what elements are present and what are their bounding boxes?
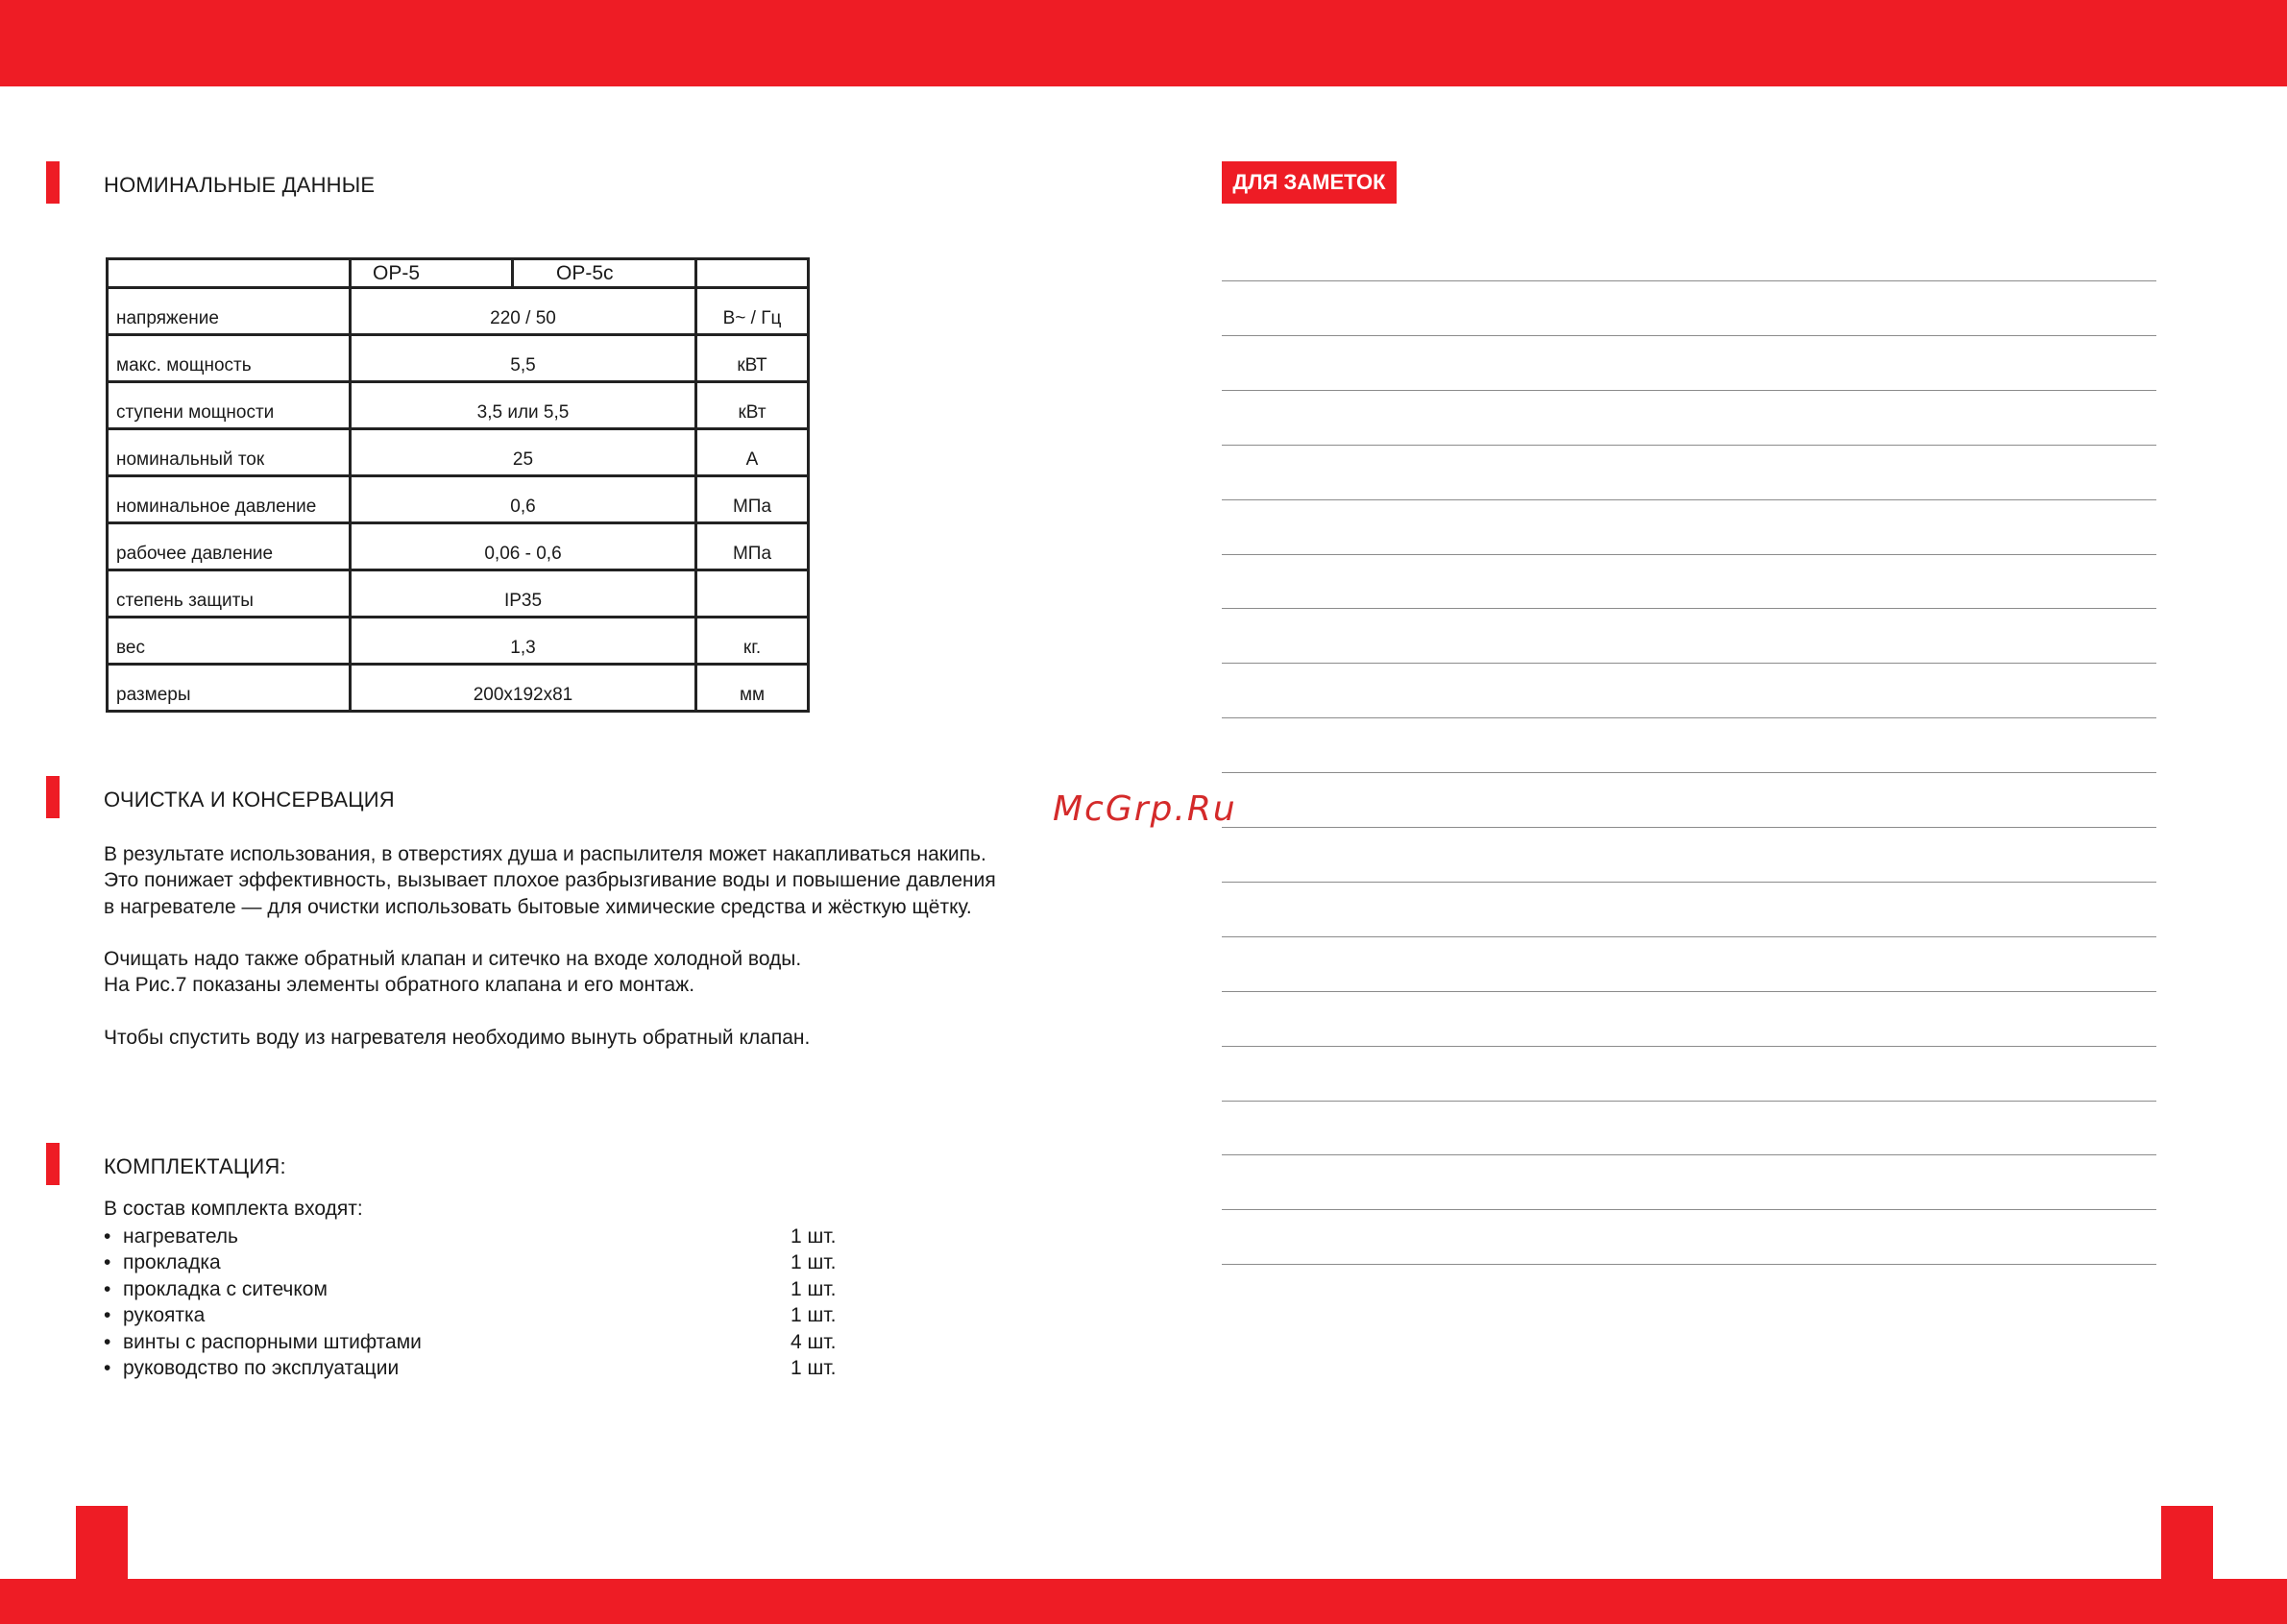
section-marker [46, 776, 60, 818]
param-cell: ступени мощности [108, 382, 351, 429]
item-quantity: 1 шт. [791, 1277, 837, 1300]
unit-cell: кг. [696, 618, 809, 665]
list-item [104, 1355, 872, 1381]
section-marker [46, 161, 60, 204]
ratings-title: НОМИНАЛЬНЫЕ ДАННЫЕ [104, 173, 376, 197]
item-name: руководство по эксплуатации [123, 1356, 400, 1379]
table-header-row [108, 259, 809, 288]
table-row [108, 335, 809, 382]
kit-list [104, 1224, 872, 1381]
kit-title: КОМПЛЕКТАЦИЯ: [104, 1154, 286, 1178]
unit-cell: МПа [696, 523, 809, 570]
note-line [1222, 390, 2156, 391]
note-line [1222, 335, 2156, 336]
unit-cell: МПа [696, 476, 809, 523]
value-cell: 220 / 50 [351, 288, 696, 335]
note-line [1222, 663, 2156, 664]
cleaning-paragraph: В результате использования, в отверстиях душа и распылителя может накапливаться накипь. Это понижает эффективность, вызывает плохое разбрызгивание воды и повышение давления в нагревателе — для очистки использовать бытовые химические средства и жёсткую щётку. [104, 843, 996, 918]
table-row [108, 665, 809, 712]
item-name: рукоятка [123, 1304, 206, 1327]
param-cell: вес [108, 618, 351, 665]
note-line [1222, 991, 2156, 992]
list-item [104, 1276, 872, 1302]
bullet: • [104, 1330, 111, 1353]
note-line [1222, 499, 2156, 500]
item-quantity: 1 шт. [791, 1225, 837, 1248]
list-item [104, 1329, 872, 1355]
kit-intro: В состав комплекта входят: [104, 1198, 363, 1220]
header-unit-cell [696, 259, 809, 288]
value-cell: 25 [351, 429, 696, 476]
item-name: прокладка с ситечком [123, 1277, 328, 1300]
param-cell: макс. мощность [108, 335, 351, 382]
note-line [1222, 608, 2156, 609]
note-line [1222, 445, 2156, 446]
section-marker [46, 1143, 60, 1185]
table-row [108, 288, 809, 335]
value-cell: 0,06 - 0,6 [351, 523, 696, 570]
item-quantity: 1 шт. [791, 1356, 837, 1379]
param-cell: номинальный ток [108, 429, 351, 476]
table-row [108, 618, 809, 665]
note-line [1222, 936, 2156, 937]
item-quantity: 1 шт. [791, 1251, 837, 1274]
value-cell: 1,3 [351, 618, 696, 665]
ratings-table [106, 257, 810, 713]
table-row [108, 476, 809, 523]
item-name: прокладка [123, 1251, 221, 1274]
header-empty-cell [108, 259, 351, 288]
item-quantity: 1 шт. [791, 1304, 837, 1327]
note-line [1222, 280, 2156, 281]
cleaning-paragraph: Чтобы спустить воду из нагревателя необходимо вынуть обратный клапан. [104, 1027, 811, 1049]
table-row [108, 523, 809, 570]
value-cell: 200x192x81 [351, 665, 696, 712]
watermark: McGrp.Ru [1053, 789, 1237, 829]
param-cell: номинальное давление [108, 476, 351, 523]
unit-cell: кВТ [696, 335, 809, 382]
model-op5c: ОР-5с [513, 259, 696, 288]
unit-cell: В~ / Гц [696, 288, 809, 335]
bullet: • [104, 1251, 111, 1274]
cleaning-paragraph: Очищать надо также обратный клапан и ситечко на входе холодной воды. На Рис.7 показаны элементы обратного клапана и его монтаж. [104, 948, 802, 997]
unit-cell: мм [696, 665, 809, 712]
note-line [1222, 1154, 2156, 1155]
item-quantity: 4 шт. [791, 1330, 837, 1353]
value-cell: 0,6 [351, 476, 696, 523]
note-line [1222, 1046, 2156, 1047]
bullet: • [104, 1277, 111, 1300]
value-cell: IP35 [351, 570, 696, 618]
model-op5: ОР-5 [351, 259, 513, 288]
cleaning-title: ОЧИСТКА И КОНСЕРВАЦИЯ [104, 788, 395, 812]
note-line [1222, 1264, 2156, 1265]
table-row [108, 382, 809, 429]
bottom-red-band [0, 1579, 2287, 1624]
table-row [108, 570, 809, 618]
note-line [1222, 1101, 2156, 1102]
value-cell: 5,5 [351, 335, 696, 382]
param-cell: рабочее давление [108, 523, 351, 570]
bullet: • [104, 1304, 111, 1327]
param-cell: степень защиты [108, 570, 351, 618]
unit-cell [696, 570, 809, 618]
bullet: • [104, 1225, 111, 1248]
unit-cell: А [696, 429, 809, 476]
note-line [1222, 772, 2156, 773]
note-line [1222, 717, 2156, 718]
unit-cell: кВт [696, 382, 809, 429]
top-red-band [0, 0, 2287, 86]
bullet: • [104, 1356, 111, 1379]
table-row [108, 429, 809, 476]
item-name: винты с распорными штифтами [123, 1330, 422, 1353]
note-line [1222, 882, 2156, 883]
note-line [1222, 554, 2156, 555]
param-cell: размеры [108, 665, 351, 712]
value-cell: 3,5 или 5,5 [351, 382, 696, 429]
note-line [1222, 827, 2156, 828]
list-item [104, 1249, 872, 1275]
list-item [104, 1302, 872, 1328]
param-cell: напряжение [108, 288, 351, 335]
item-name: нагреватель [123, 1225, 238, 1248]
note-line [1222, 1209, 2156, 1210]
notes-label: ДЛЯ ЗАМЕТОК [1222, 161, 1397, 204]
list-item [104, 1224, 872, 1249]
